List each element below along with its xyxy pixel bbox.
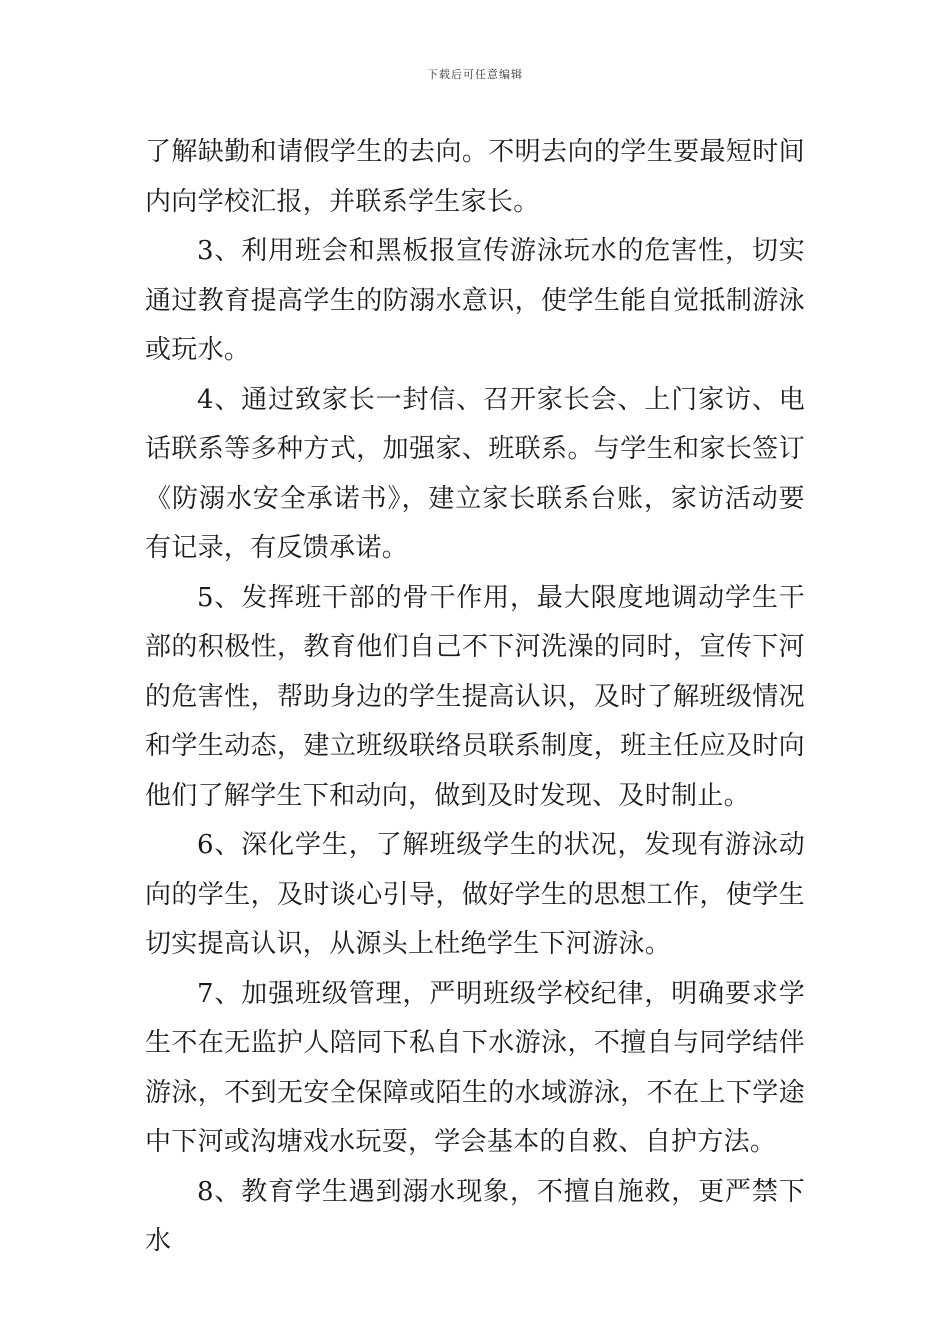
paragraph-item-7: 7、加强班级管理，严明班级学校纪律，明确要求学生不在无监护人陪同下私自下水游泳，不擅自与同学结伴游泳，不到无安全保障或陌生的水域游泳，不在上下学途中下河或沟塘戏水玩耍，学会基本的自救、自护方法。 [145,978,805,1157]
paragraph-item-4: 4、通过致家长一封信、召开家长会、上门家访、电话联系等多种方式，加强家、班联系。与学生和家长签订《防溺水安全承诺书》，建立家长联系台账，家访活动要有记录，有反馈承诺。 [145,384,805,563]
paragraph-item-6: 6、深化学生，了解班级学生的状况，发现有游泳动向的学生，及时谈心引导，做好学生的思想工作，使学生切实提高认识，从源头上杜绝学生下河游泳。 [145,830,805,959]
paragraph-item-8: 8、教育学生遇到溺水现象，不擅自施救，更严禁下水 [145,1176,805,1256]
paragraph-continuation: 了解缺勤和请假学生的去向。不明去向的学生要最短时间内向学校汇报，并联系学生家长。 [145,137,805,217]
paragraph-item-5: 5、发挥班干部的骨干作用，最大限度地调动学生干部的积极性，教育他们自己不下河洗澡的同时，宣传下河的危害性，帮助身边的学生提高认识，及时了解班级情况和学生动态，建立班级联络员联系制度，班主任应及时向他们了解学生下和动向，做到及时发现、及时制止。 [145,582,805,811]
page-header-note: 下载后可任意编辑 [427,68,523,81]
paragraph-item-3: 3、利用班会和黑板报宣传游泳玩水的危害性，切实通过教育提高学生的防溺水意识，使学生能自觉抵制游泳或玩水。 [145,236,805,365]
document-body [145,128,805,1267]
